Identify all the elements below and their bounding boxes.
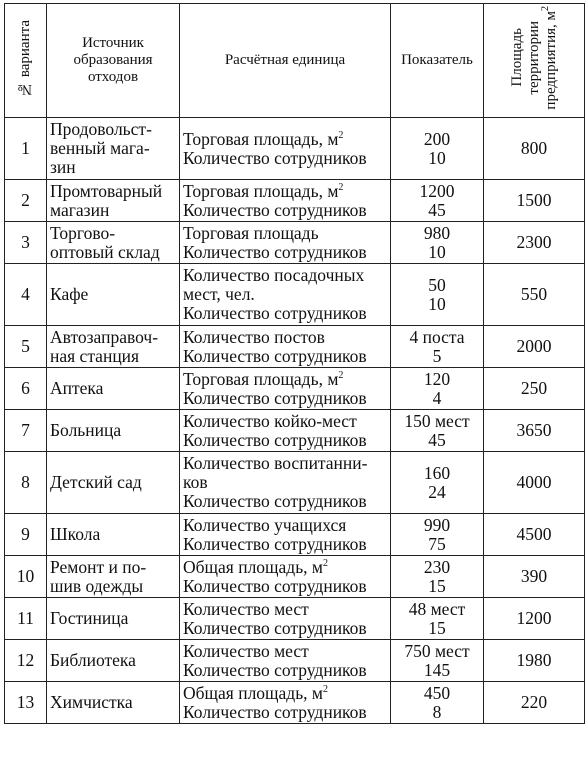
source-cell xyxy=(47,640,180,682)
unit-line xyxy=(183,703,390,722)
unit-text: Количество посадочных xyxy=(183,265,365,285)
indicator-value: 990 xyxy=(423,514,451,535)
unit-line xyxy=(183,328,390,347)
unit-line xyxy=(183,182,390,201)
source-line: Ремонт и по- xyxy=(50,556,147,577)
source-cell xyxy=(47,514,180,556)
source-line: Кафе xyxy=(50,284,89,304)
unit-superscript: 2 xyxy=(338,369,344,381)
source-cell xyxy=(47,556,180,598)
variant-number-cell: 11 xyxy=(5,598,47,640)
unit-text: Количество сотрудников xyxy=(183,533,367,554)
unit-text: Количество сотрудников xyxy=(183,303,367,323)
area-cell: 2000 xyxy=(484,326,585,368)
unit-text: Общая площадь, м xyxy=(183,682,324,703)
unit-text: Общая площадь, м xyxy=(183,556,324,577)
unit-line xyxy=(183,149,390,168)
indicator-value: 5 xyxy=(432,345,442,366)
unit-cell xyxy=(180,598,391,640)
table-row xyxy=(5,222,585,264)
table-row xyxy=(5,514,585,556)
source-cell xyxy=(47,598,180,640)
variant-number-cell: 8 xyxy=(5,452,47,514)
indicator-value: 980 xyxy=(423,222,451,243)
indicator-value: 150 мест xyxy=(404,410,470,431)
indicator-cell xyxy=(391,410,484,452)
indicator-cell xyxy=(391,368,484,410)
unit-superscript: 2 xyxy=(338,181,344,193)
indicator-value: 48 мест xyxy=(408,598,466,619)
unit-text: Количество сотрудников xyxy=(183,617,367,638)
unit-text: Количество сотрудников xyxy=(183,429,367,450)
indicator-cell xyxy=(391,222,484,264)
source-cell xyxy=(47,368,180,410)
area-cell: 3650 xyxy=(484,410,585,452)
source-line: Аптека xyxy=(50,378,104,398)
indicator-value: 230 xyxy=(423,556,451,577)
header-source-line: отходов xyxy=(87,69,139,85)
table-row xyxy=(5,326,585,368)
area-cell: 390 xyxy=(484,556,585,598)
indicator-cell xyxy=(391,326,484,368)
indicator-value: 1200 xyxy=(419,180,455,201)
unit-text: Количество койко-мест xyxy=(183,410,357,431)
waste-sources-table xyxy=(4,3,585,724)
variant-number-cell: 5 xyxy=(5,326,47,368)
unit-cell xyxy=(180,264,391,326)
indicator-value: 4 xyxy=(432,387,442,408)
source-line: Гостиница xyxy=(50,608,129,628)
unit-cell xyxy=(180,368,391,410)
indicator-cell xyxy=(391,118,484,180)
source-line: Химчистка xyxy=(50,692,133,712)
indicator-cell xyxy=(391,264,484,326)
table-body xyxy=(5,118,585,724)
table-row xyxy=(5,452,585,514)
source-line: Больница xyxy=(50,420,122,440)
indicator-cell xyxy=(391,180,484,222)
unit-cell xyxy=(180,556,391,598)
area-cell: 2300 xyxy=(484,222,585,264)
unit-line xyxy=(183,224,390,243)
variant-number-cell: 2 xyxy=(5,180,47,222)
table-header-row xyxy=(5,4,585,118)
unit-text: Торговая площадь, м xyxy=(183,368,339,389)
table-row xyxy=(5,640,585,682)
unit-text: Количество сотрудников xyxy=(183,575,367,596)
source-line: Школа xyxy=(50,524,101,544)
unit-cell xyxy=(180,640,391,682)
indicator-value: 15 xyxy=(428,575,446,596)
source-line: Автозаправоч- xyxy=(50,326,159,347)
source-line: ная станция xyxy=(50,345,140,366)
area-cell: 250 xyxy=(484,368,585,410)
indicator-value: 120 xyxy=(423,368,451,389)
source-cell xyxy=(47,180,180,222)
unit-superscript: 2 xyxy=(323,683,329,695)
unit-line xyxy=(183,454,390,473)
unit-line xyxy=(183,431,390,450)
unit-text: Количество мест xyxy=(183,640,309,661)
area-cell: 800 xyxy=(484,118,585,180)
source-line: шив одежды xyxy=(50,575,144,596)
indicator-cell xyxy=(391,598,484,640)
variant-number-cell: 10 xyxy=(5,556,47,598)
header-area-text: предприятия, xyxy=(542,24,559,110)
header-area-line xyxy=(539,6,560,110)
table-row xyxy=(5,682,585,724)
indicator-value: 50 xyxy=(428,274,446,295)
unit-cell xyxy=(180,326,391,368)
area-cell: 1200 xyxy=(484,598,585,640)
indicator-value: 750 мест xyxy=(404,640,470,661)
unit-text: Торговая площадь, м xyxy=(183,128,339,149)
unit-line xyxy=(183,535,390,554)
area-cell: 1980 xyxy=(484,640,585,682)
unit-line xyxy=(183,243,390,262)
unit-cell xyxy=(180,222,391,264)
indicator-value: 45 xyxy=(428,199,446,220)
unit-cell xyxy=(180,452,391,514)
header-area-line: Площадь xyxy=(508,28,525,88)
area-cell: 550 xyxy=(484,264,585,326)
unit-text: Количество воспитанни- xyxy=(183,453,368,473)
unit-line xyxy=(183,347,390,366)
unit-line xyxy=(183,266,390,285)
unit-cell xyxy=(180,118,391,180)
header-area-line: территории xyxy=(525,21,542,95)
source-cell xyxy=(47,326,180,368)
table-row xyxy=(5,368,585,410)
header-source-line: образования xyxy=(73,52,153,68)
unit-cell xyxy=(180,180,391,222)
source-line: Библиотека xyxy=(50,650,136,670)
indicator-value: 10 xyxy=(428,147,446,168)
source-cell xyxy=(47,682,180,724)
variant-number-cell: 6 xyxy=(5,368,47,410)
unit-line xyxy=(183,304,390,323)
unit-line xyxy=(183,285,390,304)
unit-text: Количество сотрудников xyxy=(183,147,367,168)
unit-line xyxy=(183,516,390,535)
unit-text: Количество сотрудников xyxy=(183,199,367,220)
unit-text: Количество сотрудников xyxy=(183,491,367,511)
indicator-value: 160 xyxy=(423,462,451,483)
indicator-value: 75 xyxy=(428,533,446,554)
unit-line xyxy=(183,684,390,703)
source-line: оптовый склад xyxy=(50,241,160,262)
indicator-value: 10 xyxy=(428,241,446,262)
unit-line xyxy=(183,577,390,596)
unit-text: Количество сотрудников xyxy=(183,345,367,366)
table-row xyxy=(5,598,585,640)
source-cell xyxy=(47,222,180,264)
source-cell xyxy=(47,264,180,326)
unit-line xyxy=(183,492,390,511)
unit-line xyxy=(183,130,390,149)
unit-superscript: 2 xyxy=(323,557,329,569)
unit-cell xyxy=(180,682,391,724)
source-line: Торгово- xyxy=(50,222,116,243)
unit-superscript: 2 xyxy=(338,129,344,141)
area-cell: 220 xyxy=(484,682,585,724)
table-row xyxy=(5,180,585,222)
indicator-cell xyxy=(391,452,484,514)
variant-number-cell: 1 xyxy=(5,118,47,180)
table-row xyxy=(5,556,585,598)
unit-text: Торговая площадь xyxy=(183,222,319,243)
source-cell xyxy=(47,452,180,514)
unit-line xyxy=(183,473,390,492)
header-area xyxy=(484,4,585,118)
unit-text: Количество учащихся xyxy=(183,514,347,535)
unit-cell xyxy=(180,514,391,556)
source-line: венный мага- xyxy=(50,138,150,158)
source-line: магазин xyxy=(50,199,110,220)
indicator-value: 8 xyxy=(432,701,442,722)
indicator-cell xyxy=(391,640,484,682)
unit-line xyxy=(183,558,390,577)
indicator-cell xyxy=(391,514,484,556)
header-source-line: Источник xyxy=(82,35,144,51)
unit-line xyxy=(183,389,390,408)
variant-number-cell: 7 xyxy=(5,410,47,452)
source-cell xyxy=(47,118,180,180)
indicator-value: 145 xyxy=(423,659,451,680)
unit-line xyxy=(183,412,390,431)
header-indicator: Показатель xyxy=(391,4,484,118)
unit-text: мест, чел. xyxy=(183,284,255,304)
area-cell: 1500 xyxy=(484,180,585,222)
unit-line xyxy=(183,201,390,220)
unit-text: Количество постов xyxy=(183,326,325,347)
unit-cell xyxy=(180,410,391,452)
variant-number-cell: 12 xyxy=(5,640,47,682)
header-unit: Расчётная единица xyxy=(180,4,391,118)
variant-number-cell: 9 xyxy=(5,514,47,556)
source-cell xyxy=(47,410,180,452)
source-line: зин xyxy=(50,157,76,177)
unit-line xyxy=(183,642,390,661)
unit-text: Количество сотрудников xyxy=(183,387,367,408)
area-cell: 4000 xyxy=(484,452,585,514)
unit-line xyxy=(183,661,390,680)
unit-text: ков xyxy=(183,472,208,492)
unit-line xyxy=(183,600,390,619)
table-row xyxy=(5,264,585,326)
indicator-value: 45 xyxy=(428,429,446,450)
header-variant: № варианта xyxy=(5,4,47,118)
variant-number-cell: 3 xyxy=(5,222,47,264)
header-area-unit: м xyxy=(542,11,559,21)
indicator-value: 10 xyxy=(428,293,446,314)
source-line: Промтоварный xyxy=(50,180,163,201)
source-line: Детский сад xyxy=(50,472,142,492)
table-row xyxy=(5,118,585,180)
area-cell: 4500 xyxy=(484,514,585,556)
unit-text: Количество сотрудников xyxy=(183,241,367,262)
indicator-cell xyxy=(391,682,484,724)
unit-text: Количество сотрудников xyxy=(183,659,367,680)
indicator-value: 450 xyxy=(423,682,451,703)
indicator-value: 200 xyxy=(423,128,451,149)
variant-number-cell: 13 xyxy=(5,682,47,724)
unit-text: Количество сотрудников xyxy=(183,701,367,722)
indicator-cell xyxy=(391,556,484,598)
source-line: Продовольст- xyxy=(50,119,152,139)
indicator-value: 15 xyxy=(428,617,446,638)
unit-line xyxy=(183,370,390,389)
indicator-value: 24 xyxy=(428,481,446,502)
variant-number-cell: 4 xyxy=(5,264,47,326)
unit-line xyxy=(183,619,390,638)
unit-text: Количество мест xyxy=(183,598,309,619)
table-row xyxy=(5,410,585,452)
unit-text: Торговая площадь, м xyxy=(183,180,339,201)
header-source xyxy=(47,4,180,118)
header-area-sup: 2 xyxy=(539,6,551,12)
indicator-value: 4 поста xyxy=(409,326,465,347)
